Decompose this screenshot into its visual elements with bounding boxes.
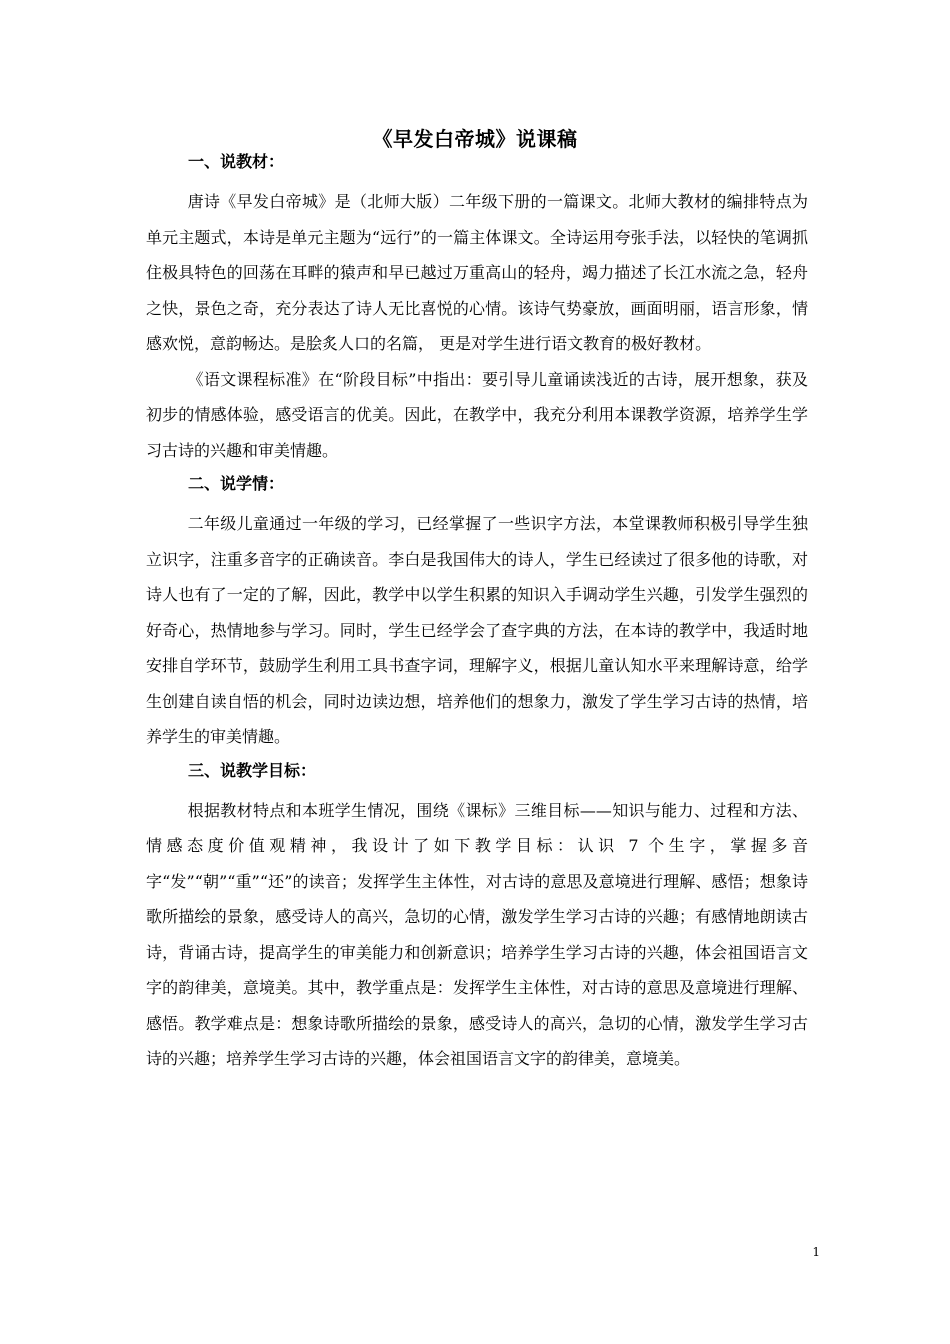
paragraph-objectives-1: 根据教材特点和本班学生情况，围绕《课标》三维目标——知识与能力、过程和方法、情感态度价值观精神，我设计了如下教学目标：认识 7 个生字，掌握多音字“发”“朝”“重”“还”的读音；发挥学生主体性，对古诗的意思及意境进行理解、感悟；想象诗歌所描绘的景象，感受诗人的高兴，急切的心情，激发学生学习古诗的兴趣；有感情地朗读古诗，背诵古诗，提高学生的审美能力和创新意识；培养学生学习古诗的兴趣，体会祖国语言文字的韵律美，意境美。其中，教学重点是：发挥学生主体性，对古诗的意思及意境进行理解、感悟。教学难点是：想象诗歌所描绘的景象，感受诗人的高兴，急切的心情，激发学生学习古诗的兴趣；培养学生学习古诗的兴趣，体会祖国语言文字的韵律美，意境美。 — [146, 800, 808, 1068]
paragraph-textbook-1: 唐诗《早发白帝城》是（北师大版）二年级下册的一篇课文。北师大教材的编排特点为单元主题式，本诗是单元主题为“远行”的一篇主体课文。全诗运用夸张手法，以轻快的笔调抓住极具特色的回荡在耳畔的猿声和早已越过万重高山的轻舟，竭力描述了长江水流之急，轻舟之快，景色之奇，充分表达了诗人无比喜悦的心情。该诗气势豪放，画面明丽，语言形象，情感欢悦，意韵畅达。是脍炙人口的名篇， 更是对学生进行语文教育的极好教材。 — [146, 192, 808, 353]
section-heading-objectives: 三、说教学目标： — [188, 760, 317, 780]
document-title: 《早发白帝城》说课稿 — [372, 127, 578, 151]
paragraph-textbook-2: 《语文课程标准》在“阶段目标”中指出：要引导儿童诵读浅近的古诗，展开想象，获及初步的情感体验，感受语言的优美。因此，在教学中，我充分利用本课教学资源，培养学生学习古诗的兴趣和审美情趣。 — [146, 369, 808, 460]
document-body — [146, 152, 808, 1077]
page-number: 1 — [812, 1245, 820, 1259]
paragraph-students-1: 二年级儿童通过一年级的学习，已经掌握了一些识字方法，本堂课教师积极引导学生独立识字，注重多音字的正确读音。李白是我国伟大的诗人，学生已经读过了很多他的诗歌，对诗人也有了一定的了解，因此，教学中以学生积累的知识入手调动学生兴趣，引发学生强烈的好奇心，热情地参与学习。同时，学生已经学会了查字典的方法，在本诗的教学中，我适时地安排自学环节，鼓励学生利用工具书查字词，理解字义，根据儿童认知水平来理解诗意，给学生创建自读自悟的机会，同时边读边想，培养他们的想象力，激发了学生学习古诗的热情，培养学生的审美情趣。 — [146, 514, 808, 746]
section-heading-students: 二、说学情： — [188, 474, 285, 493]
section-heading-textbook: 一、说教材： — [188, 152, 285, 171]
